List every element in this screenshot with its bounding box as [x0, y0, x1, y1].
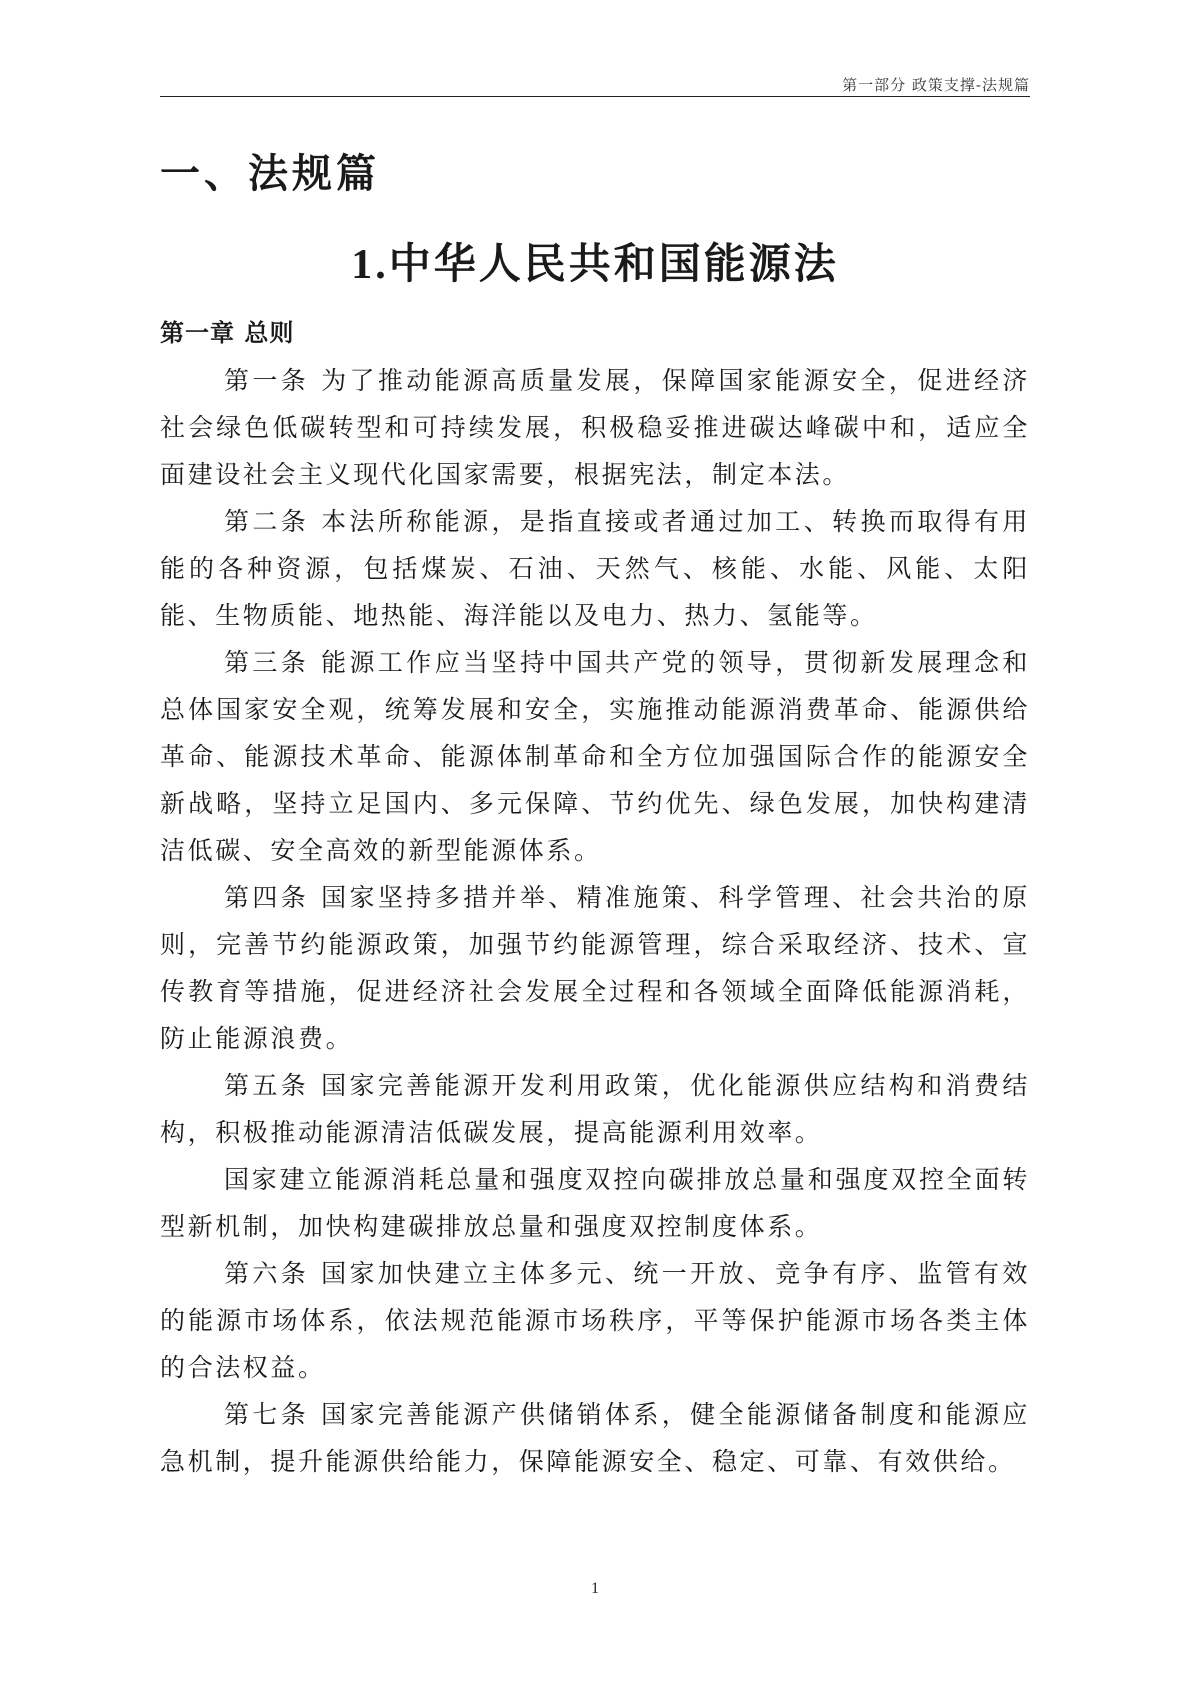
article-text: 本法所称能源，是指直接或者通过加工、转换而取得有用能的各种资源，包括煤炭、石油、天然气、核能、水能、风能、太阳能、生物质能、地热能、海洋能以及电力、热力、氢能等。 — [160, 507, 1030, 630]
article-label: 第一条 — [224, 366, 310, 395]
article-label: 第三条 — [224, 648, 310, 677]
article-text: 国家建立能源消耗总量和强度双控向碳排放总量和强度双控全面转型新机制，加快构建碳排放总量和强度双控制度体系。 — [160, 1165, 1030, 1241]
law-number: 1. — [351, 242, 389, 288]
law-name: 中华人民共和国能源法 — [388, 239, 839, 288]
article-label: 第六条 — [224, 1259, 310, 1288]
article-paragraph-continuation — [160, 1156, 1030, 1250]
article-paragraph — [160, 1062, 1030, 1156]
article-label: 第五条 — [224, 1071, 310, 1100]
chapter-heading: 第一章 总则 — [160, 319, 295, 347]
article-paragraph — [160, 1250, 1030, 1391]
article-paragraph — [160, 357, 1030, 498]
running-header: 第一部分 政策支撑-法规篇 — [842, 76, 1030, 94]
article-paragraph — [160, 639, 1030, 874]
article-label: 第七条 — [224, 1400, 310, 1429]
article-text: 国家完善能源开发利用政策，优化能源供应结构和消费结构，积极推动能源清洁低碳发展，提高能源利用效率。 — [160, 1071, 1030, 1147]
article-label: 第四条 — [224, 883, 310, 912]
article-text: 能源工作应当坚持中国共产党的领导，贯彻新发展理念和总体国家安全观，统筹发展和安全，实施推动能源消费革命、能源供给革命、能源技术革命、能源体制革命和全方位加强国际合作的能源安全新战略，坚持立足国内、多元保障、节约优先、绿色发展，加快构建清洁低碳、安全高效的新型能源体系。 — [160, 648, 1030, 865]
page-number: 1 — [591, 1580, 599, 1597]
article-text: 国家坚持多措并举、精准施策、科学管理、社会共治的原则，完善节约能源政策，加强节约能源管理，综合采取经济、技术、宣传教育等措施，促进经济社会发展全过程和各领域全面降低能源消耗，防止能源浪费。 — [160, 883, 1030, 1053]
article-paragraph — [160, 874, 1030, 1062]
article-text: 国家加快建立主体多元、统一开放、竞争有序、监管有效的能源市场体系，依法规范能源市场秩序，平等保护能源市场各类主体的合法权益。 — [160, 1259, 1030, 1382]
header-rule — [160, 96, 1030, 97]
part-title: 一、法规篇 — [160, 150, 380, 197]
article-text: 为了推动能源高质量发展，保障国家能源安全，促进经济社会绿色低碳转型和可持续发展，积极稳妥推进碳达峰碳中和，适应全面建设社会主义现代化国家需要，根据宪法，制定本法。 — [160, 366, 1030, 489]
document-body — [160, 357, 1030, 1485]
article-text: 国家完善能源产供储销体系，健全能源储备制度和能源应急机制，提升能源供给能力，保障能源安全、稳定、可靠、有效供给。 — [160, 1400, 1030, 1476]
article-paragraph — [160, 498, 1030, 639]
article-label: 第二条 — [224, 507, 310, 536]
article-paragraph — [160, 1391, 1030, 1485]
law-title — [0, 231, 1190, 291]
